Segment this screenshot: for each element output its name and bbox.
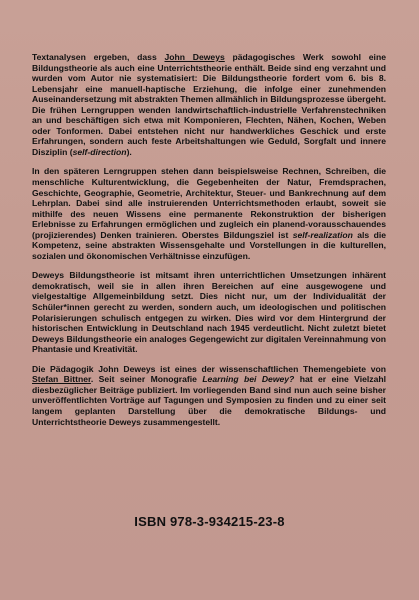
paragraph-4-text-c: hat er eine Vielzahl diesbezüglicher Beiträge publiziert. Im vorliegenden Band sind nun auch seine bisher unveröffentlichten Vorträge auf Tagungen und Symposien zu finden und zu einer seit langem geplanten Darstellung über die demokratische Bildungs- und Unterrichtstheorie Deweys zusammengestellt. [32,374,386,427]
term-self-realization: self-realization [292,229,353,240]
monograph-title: Learning bei Dewey? [202,374,295,385]
paragraph-1-text-c: ). [126,146,132,157]
paragraph-3: Deweys Bildungstheorie ist mitsamt ihren unterrichtlichen Umsetzungen inhärent demokratisch, weil sie in allen ihren Bereichen auf eine ausgewogene und vielgestaltige Allgemeinbildung setzt. Dies nicht nur, um der Individualität der Schüler*innen gerecht zu werden, sondern auch, um ideologischen und politischen Polarisierungen schulisch entgegen zu wirken. Dies wird vor dem Hintergrund der historischen Entwicklung in Deutschland nach 1945 verdeutlicht. Nicht zuletzt bietet Deweys Bildungstheorie ein analoges Gegengewicht zur digitalen Vereinnahmung von Phantasie und Kreativität. [32,270,386,355]
paragraph-4 [32,364,386,427]
term-self-direction: self-direction [72,146,127,157]
paragraph-1 [32,52,386,157]
paragraph-2 [32,166,386,261]
paragraph-1-text-b: pädagogisches Werk sowohl eine Bildungstheorie als auch eine Unterrichtstheorie enthält. Beide sind eng verzahnt und wurden vom Autor nie systematisiert: Die Bildungstheorie fordert vom 6. bis 8. Lebensjahr eine manuell-haptische Erziehung, die infolge einer zunehmenden Auseinandersetzung mit abstrakten Themen allmählich in Bildungsprozesse übergeht. Die frühen Lerngruppen wenden landwirtschaftlich-industrielle Verfahrenstechniken an und beschäftigen sich etwa mit Komponieren, Flechten, Nähen, Kochen, Weben oder Tonformen. Dabei entstehen nicht nur handwerkliches Geschick und erste Erfahrungen, sondern auch feste Arbeitshaltungen wie Geduld, Sorgfalt und innere Disziplin ( [32,52,386,157]
paragraph-2-text-a: In den späteren Lerngruppen stehen dann beispielsweise Rechnen, Schreiben, die menschliche Kulturentwicklung, die Gegebenheiten der Natur, Fremdsprachen, Geschichte, Geographie, Geometrie, Architektur, Steuer- und Bankrechnung auf dem Lehrplan. Dabei sind alle instruierenden Unterrichtsmethoden erlaubt, soweit sie mithilfe des neuen Wissens eine permanente Rekonstruktion der bisherigen Erlebnisse zu Erfahrungen ermöglichen und zugleich ein planend-vorausschauendes (projizierendes) Denken trainieren. Oberstes Bildungsziel ist [32,166,386,240]
author-name-john-dewey: John Deweys [164,52,225,62]
paragraph-2-text-b: als die Kompetenz, seine abstrakten Wissensgehalte und Vorstellungen in die kulturellen, sozialen und ökonomischen Verhältnisse einzufügen. [32,229,386,261]
blurb-text-block [32,52,386,436]
paragraph-4-text-a: Die Pädagogik John Deweys ist eines der wissenschaftlichen Themengebiete von [32,363,386,374]
paragraph-4-text-b: . Seit seiner Monografie [90,374,203,385]
author-name-stefan-bittner: Stefan Bittner [32,374,91,385]
isbn-number: ISBN 978-3-934215-23-8 [134,514,285,529]
paragraph-1-text-a: Textanalysen ergeben, dass [32,52,165,62]
